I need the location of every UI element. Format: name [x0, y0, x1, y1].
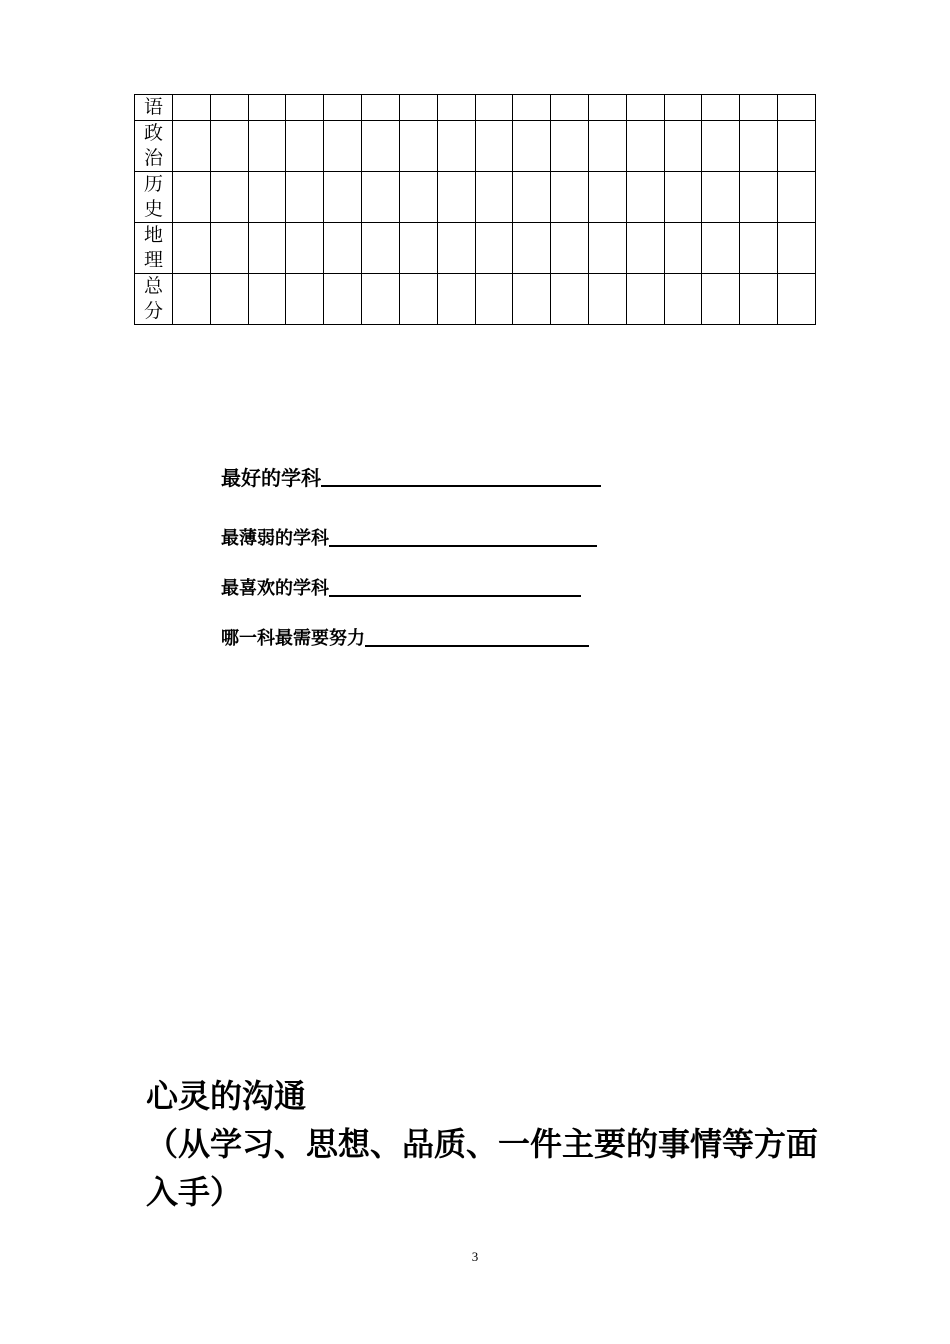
score-cell[interactable]: [702, 121, 740, 172]
score-cell[interactable]: [588, 95, 626, 121]
score-cell[interactable]: [286, 172, 324, 223]
subject-label-text: 历史: [143, 173, 163, 220]
score-cell[interactable]: [513, 121, 551, 172]
subject-label: [135, 274, 173, 325]
score-cell[interactable]: [475, 274, 513, 325]
section-title: 心灵的沟通: [146, 1077, 307, 1115]
needs-effort-field: [221, 624, 589, 650]
score-cell[interactable]: [740, 223, 778, 274]
weakest-subject-blank[interactable]: [329, 544, 597, 547]
score-cell[interactable]: [248, 172, 286, 223]
score-cell[interactable]: [778, 223, 816, 274]
score-cell[interactable]: [324, 274, 362, 325]
score-cell[interactable]: [173, 274, 211, 325]
score-cell[interactable]: [626, 223, 664, 274]
score-cell[interactable]: [513, 172, 551, 223]
score-cell[interactable]: [399, 274, 437, 325]
score-cell[interactable]: [664, 95, 702, 121]
favorite-subject-label: 最喜欢的学科: [221, 578, 329, 599]
score-cell[interactable]: [626, 172, 664, 223]
subject-label-text: 语: [143, 96, 163, 118]
score-cell[interactable]: [248, 95, 286, 121]
score-cell[interactable]: [475, 121, 513, 172]
score-cell[interactable]: [399, 172, 437, 223]
score-cell[interactable]: [664, 223, 702, 274]
score-cell[interactable]: [740, 172, 778, 223]
score-cell[interactable]: [286, 274, 324, 325]
score-cell[interactable]: [702, 172, 740, 223]
score-cell[interactable]: [286, 95, 324, 121]
best-subject-field: [221, 462, 601, 491]
score-cell[interactable]: [437, 223, 475, 274]
score-cell[interactable]: [551, 121, 589, 172]
score-cell[interactable]: [551, 172, 589, 223]
score-cell[interactable]: [437, 274, 475, 325]
score-cell[interactable]: [702, 95, 740, 121]
score-cell[interactable]: [173, 172, 211, 223]
favorite-subject-field: [221, 574, 581, 600]
score-cell[interactable]: [664, 172, 702, 223]
subject-label-text: 政治: [143, 122, 163, 169]
score-cell[interactable]: [324, 172, 362, 223]
score-cell[interactable]: [324, 95, 362, 121]
page-number: 3: [471, 1249, 479, 1264]
score-cell[interactable]: [399, 223, 437, 274]
score-cell[interactable]: [210, 172, 248, 223]
score-cell[interactable]: [399, 121, 437, 172]
table-row: [135, 95, 816, 121]
weakest-subject-label: 最薄弱的学科: [221, 528, 329, 549]
score-cell[interactable]: [324, 121, 362, 172]
score-cell[interactable]: [362, 95, 400, 121]
table-row: [135, 121, 816, 172]
score-cell[interactable]: [475, 223, 513, 274]
subject-label: [135, 121, 173, 172]
score-cell[interactable]: [286, 223, 324, 274]
score-cell[interactable]: [362, 274, 400, 325]
score-cell[interactable]: [551, 95, 589, 121]
score-cell[interactable]: [588, 172, 626, 223]
score-cell[interactable]: [362, 121, 400, 172]
subject-label: [135, 223, 173, 274]
table-row: [135, 274, 816, 325]
subject-label: [135, 95, 173, 121]
score-cell[interactable]: [778, 95, 816, 121]
score-cell[interactable]: [551, 223, 589, 274]
table-row: [135, 223, 816, 274]
score-cell[interactable]: [362, 172, 400, 223]
section-heading: [146, 1072, 826, 1216]
score-cell[interactable]: [475, 95, 513, 121]
score-cell[interactable]: [740, 95, 778, 121]
best-subject-label: 最好的学科: [221, 466, 321, 490]
subject-label-text: 总分: [143, 275, 163, 322]
score-cell[interactable]: [210, 223, 248, 274]
score-cell[interactable]: [664, 274, 702, 325]
score-cell[interactable]: [248, 274, 286, 325]
score-cell[interactable]: [740, 121, 778, 172]
needs-effort-blank[interactable]: [365, 644, 589, 647]
subject-label: [135, 172, 173, 223]
score-cell[interactable]: [778, 121, 816, 172]
score-cell[interactable]: [513, 95, 551, 121]
score-cell[interactable]: [588, 274, 626, 325]
score-cell[interactable]: [588, 121, 626, 172]
score-table: [134, 94, 816, 325]
score-cell[interactable]: [248, 223, 286, 274]
table-row: [135, 172, 816, 223]
score-cell[interactable]: [513, 274, 551, 325]
score-cell[interactable]: [286, 121, 324, 172]
score-cell[interactable]: [551, 274, 589, 325]
score-cell[interactable]: [513, 223, 551, 274]
score-cell[interactable]: [702, 223, 740, 274]
score-cell[interactable]: [626, 121, 664, 172]
score-cell[interactable]: [626, 95, 664, 121]
subject-label-text: 地理: [143, 224, 163, 271]
score-cell[interactable]: [626, 274, 664, 325]
score-cell[interactable]: [210, 121, 248, 172]
best-subject-blank[interactable]: [321, 484, 601, 487]
score-table-body: [135, 95, 816, 325]
score-cell[interactable]: [210, 274, 248, 325]
score-cell[interactable]: [588, 223, 626, 274]
score-cell[interactable]: [437, 172, 475, 223]
score-cell[interactable]: [437, 95, 475, 121]
score-cell[interactable]: [399, 95, 437, 121]
score-cell[interactable]: [778, 172, 816, 223]
score-cell[interactable]: [248, 121, 286, 172]
score-cell[interactable]: [437, 121, 475, 172]
score-cell[interactable]: [664, 121, 702, 172]
favorite-subject-blank[interactable]: [329, 594, 581, 597]
weakest-subject-field: [221, 524, 597, 550]
score-cell[interactable]: [324, 223, 362, 274]
score-cell[interactable]: [362, 223, 400, 274]
needs-effort-label: 哪一科最需要努力: [221, 628, 365, 649]
score-cell[interactable]: [702, 274, 740, 325]
section-subtitle: （从学习、思想、品质、一件主要的事情等方面入手）: [146, 1125, 819, 1211]
score-cell[interactable]: [740, 274, 778, 325]
score-cell[interactable]: [210, 95, 248, 121]
score-cell[interactable]: [475, 172, 513, 223]
score-cell[interactable]: [173, 121, 211, 172]
score-cell[interactable]: [778, 274, 816, 325]
score-cell[interactable]: [173, 95, 211, 121]
score-cell[interactable]: [173, 223, 211, 274]
